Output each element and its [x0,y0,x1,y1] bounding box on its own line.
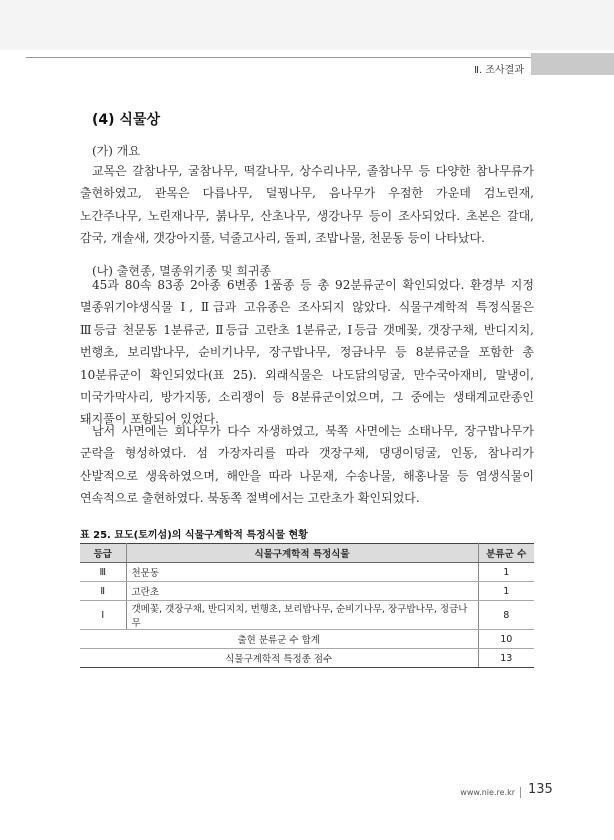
overview-paragraph: 교목은 갈참나무, 굴참나무, 떡갈나무, 상수리나무, 졸참나무 등 다양한 참나무류가 출현하였고, 관목은 다릅나무, 덜꿩나무, 음나무가 우점한 가운데 검노린재, 노간주나무, 노린재나무, 붉나무, 산초나무, 생강나무 등이 조사되었다. 초본은 갈대, 감국, 개솔새, 갯강아지풀, 넉줄고사리, 돌피, 조밥나물, 천문동 등이 나타났다. [80,164,534,246]
grade-cell: Ⅲ [80,563,126,582]
table-header-row [80,544,534,563]
score-label-cell: 식물구계학적 특정종 점수 [80,649,478,668]
total-row [80,630,534,649]
total-value-cell: 10 [478,630,534,649]
score-value-cell: 13 [478,649,534,668]
special-plants-table [80,543,534,668]
plants-cell: 고란초 [126,582,478,601]
plants-column-header: 식물구계학적 특정식물 [126,544,478,563]
grade-cell: Ⅱ [80,582,126,601]
subsection-heading-species: (나) 출현종, 멸종위기종 및 희귀종 [92,264,272,278]
grade-cell: Ⅰ [80,601,126,630]
score-row [80,649,534,668]
top-margin-band [0,0,614,50]
plants-cell: 갯메꽃, 갯장구채, 반디지치, 번행초, 보리밥나무, 순비기나무, 장구밥나무, 정금나무 [126,601,478,630]
table-row [80,582,534,601]
table-caption: 표 25. 묘도(토끼섬)의 식물구계학적 특정식물 현황 [80,530,308,541]
section-title: (4) 식물상 [92,112,160,128]
table-row [80,563,534,582]
header-tab [531,53,614,75]
count-cell: 1 [478,582,534,601]
distribution-paragraph: 남서 사면에는 회나무가 다수 자생하였고, 북쪽 사면에는 소태나무, 장구밥나무가 군락을 형성하였다. 섬 가장자리를 따라 갯장구채, 댕댕이덩굴, 인동, 참나리가 산발적으로 생육하였으며, 해안을 따라 나문재, 수송나물, 해홍나물 등 염생식물이 연속적으로 출현하였다. 북동쪽 절벽에서는 고란초가 확인되었다. [80,424,534,506]
grade-column-header: 등급 [80,544,126,563]
plants-cell: 천문동 [126,563,478,582]
total-label-cell: 출현 분류군 수 합계 [80,630,478,649]
species-paragraph: 45과 80속 83종 2아종 6변종 1품종 등 총 92분류군이 확인되었다. 환경부 지정 멸종위기야생식물 Ⅰ, Ⅱ급과 고유종은 조사되지 않았다. 식물구계학적 특정식물은 Ⅲ등급 천문동 1분류군, Ⅱ등급 고란초 1분류군, Ⅰ등급 갯메꽃, 갯장구채, 반디지치, 번행초, 보리밥나무, 순비기나무, 장구밥나무, 정금나무 등 8분류군을 포함한 총 10분류군이 확인되었다(표 25). 외래식물은 나도닭의덩굴, 만수국아재비, 말냉이, 미국가막사리, 방가지똥, 소리쟁이 등 8분류군이었으며, 그 중에는 생태계교란종인 돼지풀이 포함되어 있었다. [80,278,534,427]
count-cell: 8 [478,601,534,630]
chapter-label: Ⅱ. 조사결과 [474,65,524,76]
subsection-heading-overview: (가) 개요 [92,144,140,158]
footer-url: www.nie.re.kr [460,788,515,797]
count-cell: 1 [478,563,534,582]
footer-separator [520,787,521,798]
header-rule [26,57,531,58]
page-number: 135 [528,782,553,797]
table-row [80,601,534,630]
count-column-header: 분류군 수 [478,544,534,563]
